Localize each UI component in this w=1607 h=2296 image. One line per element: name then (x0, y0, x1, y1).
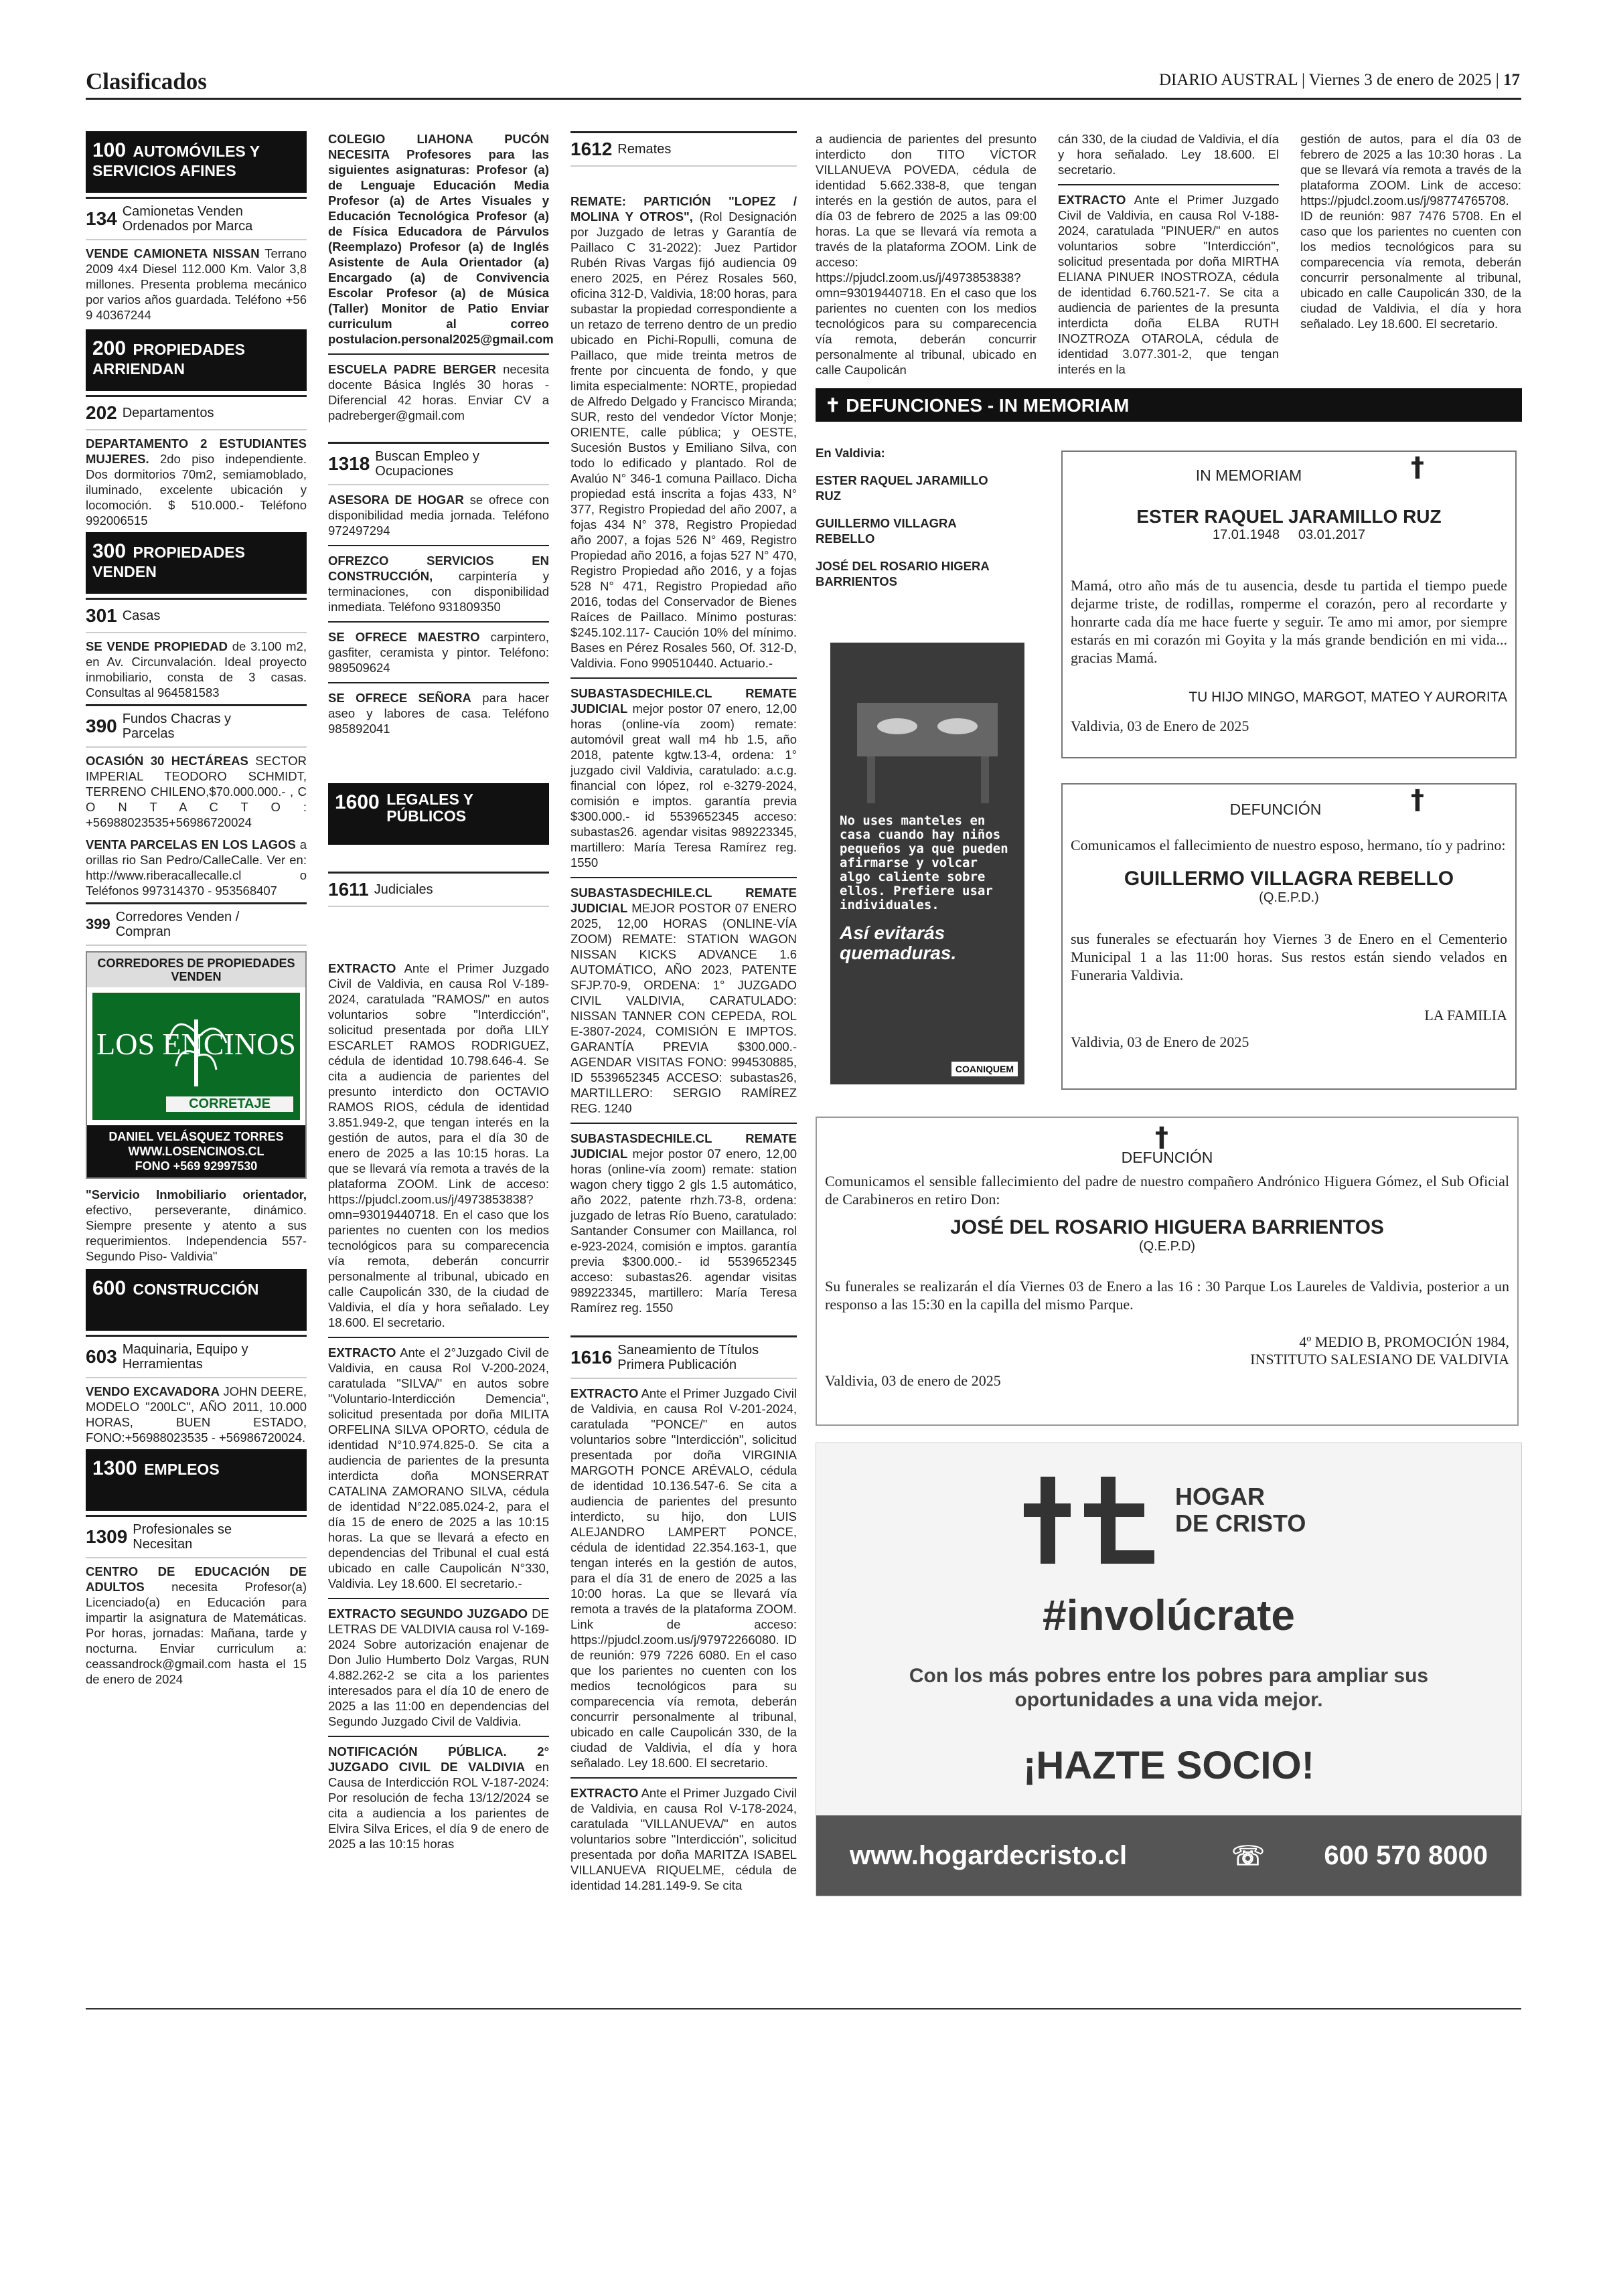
hogar-subtitle: Con los más pobres entre los pobres para ampliar sus oportunidades a una vida mejor. (909, 1665, 1429, 1711)
classified-ad: VENDE CAMIONETA NISSAN Terrano 2009 4x4 Diesel 112.000 Km. Valor 3,8 millones. Presenta problema mecánico por varios años guardada. Teléfono +56 9 40367244 (86, 246, 307, 322)
section-300: 300 PROPIEDADES VENDEN (86, 532, 307, 594)
los-encinos-logo (92, 993, 300, 1120)
hogar-phone[interactable]: 600 570 8000 (1324, 1841, 1488, 1870)
hogar-website[interactable]: www.hogardecristo.cl (850, 1841, 1128, 1870)
hogar-de-cristo-ad (816, 1443, 1522, 1896)
classified-ad: OFREZCO SERVICIOS EN CONSTRUCCIÓN, carpintería y terminaciones, con disponibilidad inmediata. Teléfono 931809350 (328, 554, 550, 614)
ad-slogan: Así evitarás quemaduras. (840, 922, 957, 963)
legal-notice: EXTRACTO Ante el 2°Juzgado Civil de Valdivia, en causa Rol V-200-2024, caratulada "SILVA/" en autos sobre "Voluntario-Interdicción Demencia", solicitud presentada por doña MILITA ORFELINA SILVA OPORTO, cédula de identidad N°10.974.825-0. Se cita a audiencia de parientes de la presunta interdicta doña MONSERRAT CATALINA ZAMORANO SILVA, cédula de identidad N°22.085.024-2, para el día 15 de enero de 2025 a las 10:15 horas. La que se llevará a efecto en dependencias del Tribunal el cual está ubicado en calle Caupolicán N°330, Valdivia. Ley 18.600. El secretario.- (328, 1345, 549, 1590)
classified-ad: OCASIÓN 30 HECTÁREAS SECTOR IMPERIAL TEODORO SCHMIDT, TERRENO CHILENO,$70.000.000.- , C O N T A C T O : +56988023535+56986720024 (86, 754, 307, 829)
classified-ad: VENTA PARCELAS EN LOS LAGOS a orillas rio San Pedro/CalleCalle. Ver en: http://www.riberacallecalle.cl o Teléfonos 997314370 - 953568407 (86, 837, 307, 898)
classified-ad: VENDO EXCAVADORA JOHN DEERE, MODELO "200LC", AÑO 2011, 10.000 HORAS, BUEN ESTADO, FONO:+56988023535 - +56986720024. (86, 1384, 307, 1445)
hogar-brand: HOGAR DE CRISTO (1175, 1483, 1306, 1537)
column-3 (570, 131, 797, 1893)
issue-date: Viernes 3 de enero de 2025 (1308, 71, 1492, 89)
table-illustration (830, 643, 1024, 810)
subsection-1309: 1309 Profesionales se Necesitan (86, 1515, 307, 1558)
deceased-name: GUILLERMO VILLAGRA REBELLO (1124, 868, 1454, 890)
legal-notice: EXTRACTO SEGUNDO JUZGADO DE LETRAS DE VALDIVIA causa rol V-169-2024 Sobre autorización enajenar de Don Julio Humberto Dolz Vargas, RUN 4.882.262-2 se cita a los parientes interesados para el día 10 de enero de 2025 a las 11:00 en dependencias del Segundo Juzgado Civil de Valdivia. (328, 1607, 549, 1728)
brand-tag: CORRETAJE (166, 1096, 293, 1112)
phone-icon: ☏ (1231, 1841, 1266, 1871)
brand-name: LOS ENCINOS (96, 1027, 296, 1061)
ad-text: No uses manteles en casa cuando hay niños pequeños ya que pueden afirmarse y volcar algo caliente sobre ellos. Prefiere usar individuales. (840, 813, 1008, 912)
subsection-390: 390 Fundos Chacras y Parcelas (86, 704, 307, 748)
cross-icon: † (1155, 1122, 1168, 1153)
memoriam-text: Mamá, otro año más de tu ausencia, desde tu partida el tiempo puede dejarme triste, de rodillas, romperme el corazón, pero al recordarte y honrarte cada día me hace fuerte y seguir. Te amo mi amor, por siempre estarás en mi corazón mi Goyita y la más grande bendición en mi vida... gracias Mamá. (1071, 577, 1507, 666)
coaniquem-logo: COANIQUEM (951, 1062, 1018, 1076)
death-notice-card: † DEFUNCIÓN Comunicamos el sensible fallecimiento del padre de nuestro compañero Andrónico Higuera Gómez, el Sub Oficial de Carabineros en retiro Don: JOSÉ DEL ROSARIO HIGUERA BARRIENTOS (Q.E.P.D) Su funerales se realizarán el día Viernes 03 de Enero a las 16 : 30 Parque Los Laureles de Valdivia, posterior a un responso a las 15:30 en la capilla del mismo Parque. 4º MEDIO B, PROMOCIÓN 1984, INSTITUTO SALESIANO DE VALDIVIA Valdivia, 03 de enero de 2025 (816, 1117, 1519, 1426)
hashtag: #involúcrate (1042, 1591, 1296, 1639)
section-600: 600 CONSTRUCCIÓN (86, 1269, 307, 1331)
hazte-socio-button[interactable]: ¡HAZTE SOCIO! (1023, 1744, 1314, 1787)
column-1 (86, 131, 307, 1687)
memoriam-card: IN MEMORIAM † ESTER RAQUEL JARAMILLO RUZ 17.01.1948 03.01.2017 Mamá, otro año más de tu ausencia, desde tu partida el tiempo puede dejarme triste, de rodillas, romperme el corazón, pero al recordarte y honrarte cada día me hace fuerte y seguir. Te amo mi amor, por siempre estarás en mi corazón mi Goyita y la más grande bendición en mi vida... gracias Mamá. TU HIJO MINGO, MARGOT, MATEO Y AURORITA Valdivia, 03 de Enero de 2025 (1061, 450, 1517, 758)
subsection-1612: 1612 Remates (570, 131, 797, 167)
auction-notice: SUBASTASDECHILE.CL REMATE JUDICIAL mejor postor 07 enero, 12,00 horas (online-vía zoom) remate: station wagon chery tiggo 2 gls 1.5 automático, año 2022, patente rhzh.73-8, ordena: juzgado de letras Río Bueno, caratulado: Santander Consumer con Maillanca, rol e-923-2024, comisión e imptos. garantía previa $300.000.- id 5539652345 acceso: subastas26. agendar visitas 989223345, martillero: María Teresa Ramírez reg. 1550 (570, 1131, 797, 1315)
legal-notice: EXTRACTO Ante el Primer Juzgado Civil de Valdivia, en causa Rol V-189-2024, caratulada "RAMOS/" en autos voluntarios sobre "Interdicción", solicitud presentada por doña LILY ESCARLET RAMOS RODRIGUEZ, cédula de identidad 10.798.646-4. Se cita a audiencia de parientes del presunto interdicto don OCTAVIO RAMOS RIOS, cédula de identidad 3.851.949-2, que tengan interés en la gestión de autos, para el día 30 de enero de 2025 a las 10:15 horas. La que se llevará vía remota a través de la plataforma ZOOM. Link de acceso: https://pjudcl.zoom.us/j/4973853838?omn=93019440718. En el caso que los parientes no cuenten con los medios tecnológicos para su comparecencia vía remota, deberán concurrir personalmente al tribunal, ubicado en calle Caupolicán 330, de la ciudad de Valdivia, el día y hora señalado. Ley 18.600. El secretario. (328, 961, 550, 1329)
los-encinos-ad (86, 951, 307, 1179)
coaniquem-ad (830, 643, 1024, 1084)
broker-contact: DANIEL VELÁSQUEZ TORRES WWW.LOSENCINOS.CL FONO +569 92997530 (87, 1125, 305, 1177)
auction-notice: SUBASTASDECHILE.CL REMATE JUDICIAL mejor postor 07 enero, 12,00 horas (online-vía zoom) remate: automóvil great wall m4 hb 1.5, año 2018, patente kgtw.13-4, ordena: 1° juzgado civil Valdivia, caratulado: a.c.g. financial con lópez, rol e-3279-2024, comisión e imptos. garantía previa $300.000.- id 5539652345 acceso: subastas26. agendar visitas 989223345, martillero: María Teresa Ramírez reg. 1550 (570, 686, 797, 870)
cross-icon: ✝ (825, 395, 841, 416)
classified-ad: SE OFRECE SEÑORA para hacer aseo y labores de casa. Teléfono 985892041 (328, 691, 550, 736)
deceased-name: JOSÉ DEL ROSARIO HIGUERA BARRIENTOS (950, 1216, 1384, 1238)
classified-ad: DEPARTAMENTO 2 ESTUDIANTES MUJERES. 2do piso independiente. Dos dormitorios 70m2, semiamoblado, iluminado, excelente ubicación y locomoción. $ 510.000.- Teléfono 992006515 (86, 436, 307, 527)
column-6: gestión de autos, para el día 03 de febrero de 2025 a las 10:30 horas . La que se llevará vía remota a través de la plataforma ZOOM. Link de acceso: https://pjudcl.zoom.us/j/98774765708. ID de reunión: 987 7476 5708. En el caso que los parientes no cuenten con los medios tecnológicos para su comparecencia vía remota, deberán concurrir personalmente al tribunal, ubicado en calle Caupolicán 330, de la ciudad de Valdivia, el día y hora señalado. Ley 18.600. El secretario. (1300, 132, 1521, 331)
subsection-399: 399 Corredores Venden / Compran (86, 902, 307, 946)
hogar-footer (816, 1815, 1521, 1896)
footer-rule (86, 2008, 1521, 2010)
subsection-1611: 1611 Judiciales (328, 872, 549, 907)
ad-heading: CORREDORES DE PROPIEDADES VENDEN (87, 953, 305, 987)
section-1300: 1300 EMPLEOS (86, 1449, 307, 1511)
subsection-301: 301 Casas (86, 598, 307, 633)
classified-ad: ESCUELA PADRE BERGER necesita docente Básica Inglés 30 horas - Diferencial 42 horas. Enviar CV a padreberger@gmail.com (328, 362, 549, 422)
deceased-name: ESTER RAQUEL JARAMILLO RUZ (1136, 506, 1442, 527)
section-100: 100 AUTOMÓVILES Y SERVICIOS AFINES (86, 131, 307, 193)
legal-notice: EXTRACTO Ante el Primer Juzgado Civil de Valdivia, en causa Rol V-178-2024, caratulada "VILLANUEVA/" en autos voluntarios sobre "Interdicción", solicitud presentada por doña MARITZA ISABEL VILLANUEVA RIQUELME, cédula de identidad 14.281.149-9. Se cita (570, 1786, 797, 1892)
subsection-134: 134 Camionetas Venden Ordenados por Marca (86, 197, 307, 240)
column-4: a audiencia de parientes del presunto interdicto don TITO VÍCTOR VILLANUEVA POVEDA, cédula de identidad 5.662.338-8, que tengan interés en la gestión de autos, para el día 03 de febrero de 2025 a las 09:00 horas. La que se llevará vía remota a través de la plataforma ZOOM. Link de acceso: https://pjudcl.zoom.us/j/4973853838?omn=93019440718. En el caso que los parientes no cuenten con los medios tecnológicos para su comparecencia vía remota, deberán concurrir personalmente al tribunal, ubicado en calle Caupolicán (816, 132, 1037, 377)
page-number: 17 (1503, 71, 1520, 89)
legal-notice: EXTRACTO Ante el Primer Juzgado Civil de Valdivia, en causa Rol V-201-2024, caratulada "PONCE/" en autos voluntarios sobre "Interdicción", solicitud presentada por doña VIRGINIA MARGOTH PONCE ARÉVALO, cédula de identidad 10.136.547-6. Se cita a audiencia de parientes del presunto interdicto, su hijo, don LUIS ALEJANDRO LAMPERT PONCE, cédula de identidad 22.354.163-1, que tengan interés en la gestión de autos, para el día 31 de enero de 2025 a las 10:00 horas. La que se llevará vía remota a través de la plataforma ZOOM. Link de acceso: https://pjudcl.zoom.us/j/97972266080. ID de reunión: 979 7226 6080. En el caso que los parientes no cuenten con los medios tecnológicos para su comparecencia vía remota, deberán concurrir personalmente al tribunal, ubicado en calle Caupolicán 330, de la ciudad de Valdivia, el día y hora señalado. Ley 18.600. El secretario. (570, 1386, 797, 1770)
obituaries-banner: ✝ DEFUNCIONES - IN MEMORIAM (816, 388, 1522, 422)
section-title: Clasificados (86, 68, 207, 94)
column-5: cán 330, de la ciudad de Valdivia, el día y hora señalado. Ley 18.600. El secretario. EXTRACTO Ante el Primer Juzgado Civil de Valdivia, en causa Rol V-188-2024, caratulada "PINUER/" en autos voluntarios sobre "Interdicción", solicitud presentada por doña MIRTHA ELIANA PINUER INOSTROZA, cédula de identidad 6.760.521-7. Se cita a audiencia de parientes de la presunta interdicta doña ELBA RUTH INOZTROZA OTAROLA, cédula de identidad 3.077.301-2, que tengan interés en la (1058, 132, 1280, 376)
paper-name: DIARIO AUSTRAL (1158, 71, 1298, 89)
hogar-logo-icon (1017, 1477, 1171, 1577)
classified-ad: SE OFRECE MAESTRO carpintero, gasfiter, ceramista y pintor. Teléfono: 989509624 (328, 630, 549, 675)
classified-ad: ASESORA DE HOGAR se ofrece con disponibilidad media jornada. Teléfono 972497294 (328, 493, 549, 538)
section-1600: 1600 LEGALES Y PÚBLICOS (328, 783, 549, 845)
death-notice-card: DEFUNCIÓN † Comunicamos el fallecimiento de nuestro esposo, hermano, tío y padrino: GUILLERMO VILLAGRA REBELLO (Q.E.P.D.) sus funerales se efectuarán hoy Viernes 3 de Enero en el Cementerio Municipal 1 a las 11:00 horas. Sus restos están siendo velados en Funeraria Valdivia. LA FAMILIA Valdivia, 03 de Enero de 2025 (1061, 783, 1517, 1090)
classified-ad: COLEGIO LIAHONA PUCÓN NECESITA Profesores para las siguientes asignaturas: Profesor (a) de Lenguaje Educación Media Profesor (a) de Artes Visuales y Educación Tecnológica Profesor (a) de Física Educadora de Párvulos (Reemplazo) Profesor (a) de Inglés Asistente de Aula Orientador (a) Encargado (a) de Convivencia Escolar Profesor (a) de Música (Taller) Monitor de Patio Enviar curriculum al correo postulacion.personal2025@gmail.com (328, 132, 554, 346)
auction-notice: SUBASTASDECHILE.CL REMATE JUDICIAL MEJOR POSTOR 07 ENERO 2025, 12,00 HORAS (ONLINE-VÍA ZOOM) REMATE: STATION WAGON NISSAN KICKS ADVANCE 1.6 AUTOMÁTICO, AÑO 2023, PATENTE SFJP.70-9, ORDENA: 1° JUZGADO CIVIL VALDIVIA, CARATULADO: NISSAN TANNER CON CEPEDA, ROL E-3807-2024, COMISIÓN E IMPTOS. GARANTÍA PREVIA $300.000.- AGENDAR VISITAS FONO: 994530885, ID 5539652345 ACCESO: subastas26, MARTILLERO: SERGIO RAMÍREZ REG. 1240 (570, 886, 797, 1115)
subsection-1318: 1318 Buscan Empleo y Ocupaciones (328, 442, 549, 485)
section-200: 200 PROPIEDADES ARRIENDAN (86, 329, 307, 391)
column-2 (328, 131, 554, 1852)
subsection-1616: 1616 Saneamiento de Títulos Primera Publicación (570, 1335, 797, 1379)
auction-notice: REMATE: PARTICIÓN "LOPEZ / MOLINA Y OTROS", (Rol Designación por Juzgado de letras y Garantía de Paillaco C 31-2022): Juez Partidor Rubén Rivas Vargas fijó audiencia 09 enero 2025, en Pérez Rosales 560, oficina 312-D, Valdivia, 18:00 horas, para subastar la propiedad correspondiente a un retazo de terreno dentro de un predio ubicado en Pichi-Ropulli, comuna de Paillaco, que mide treinta metros de frente por cincuenta de fondo, y que limita especialmente: NORTE, propiedad de Alfredo Delgado y Francisco Miranda; SUR, resto del vendedor Víctor Monje; ORIENTE, calle pública; y OESTE, Sucesión Bustos y Emiliano Silva, con todo lo edificado y plantado. Rol de Avalúo N° 346-1 comuna Paillaco. Dicha propiedad está inscrita a fojas 433, N° 377, Registro Propiedad del año 2007, a fojas 434 N° 378, Registro Propiedad año 2007, a fojas 526 N° 469, Registro Propiedad año 2016, a fojas 527 N° 470, Registro Propiedad año 2016, y a fojas 528 N° 471, Registro Propiedad año 2016, todas del Conservador de Bienes Raíces de Paillaco. Mínimo posturas: $245.102.117- Caución 10% del mínimo. Bases en Pérez Rosales 560, Of. 312-D, Valdivia. Fono 990510440. Actuario.- (570, 194, 797, 670)
subsection-603: 603 Maquinaria, Equipo y Herramientas (86, 1335, 307, 1378)
classified-ad: CENTRO DE EDUCACIÓN DE ADULTOS necesita Profesor(a) Licenciado(a) en Educación para impartir la asignatura de Matemáticas. Por horas, jornadas: Mañana, tarde y nocturna. Enviar curriculum a: ceassandrock@gmail.com hasta el 15 de enero de 2024 (86, 1564, 307, 1686)
cross-icon: † (1411, 452, 1424, 483)
subsection-202: 202 Departamentos (86, 395, 307, 430)
cross-icon: † (1411, 785, 1424, 815)
life-dates: 17.01.1948 03.01.2017 (1213, 527, 1365, 542)
header-rule (86, 98, 1521, 100)
obituary-index: En Valdivia: ESTER RAQUEL JARAMILLO RUZ GUILLERMO VILLAGRA REBELLO JOSÉ DEL ROSARIO HIGERA BARRIENTOS (816, 446, 990, 588)
classified-ad: "Servicio Inmobiliario orientador, efectivo, perseverante, dinámico. Siempre presente y atento a sus requerimientos. Independencia 557- Segundo Piso- Valdivia" (86, 1187, 307, 1263)
legal-notice: NOTIFICACIÓN PÚBLICA. 2° JUZGADO CIVIL DE VALDIVIA en Causa de Interdicción ROL V-187-2024: Por resolución de fecha 13/12/2024 se cita a audiencia a los parientes de Elvira Silva Erices, el día 9 de enero de 2025 a las 10:15 horas (328, 1744, 549, 1851)
classified-ad: SE VENDE PROPIEDAD de 3.100 m2, en Av. Circunvalación. Ideal proyecto inmobiliario, consta de 3 casas. Consultas al 964581583 (86, 639, 307, 700)
masthead: DIARIO AUSTRAL | Viernes 3 de enero de 2025 | 17 (1158, 71, 1520, 89)
